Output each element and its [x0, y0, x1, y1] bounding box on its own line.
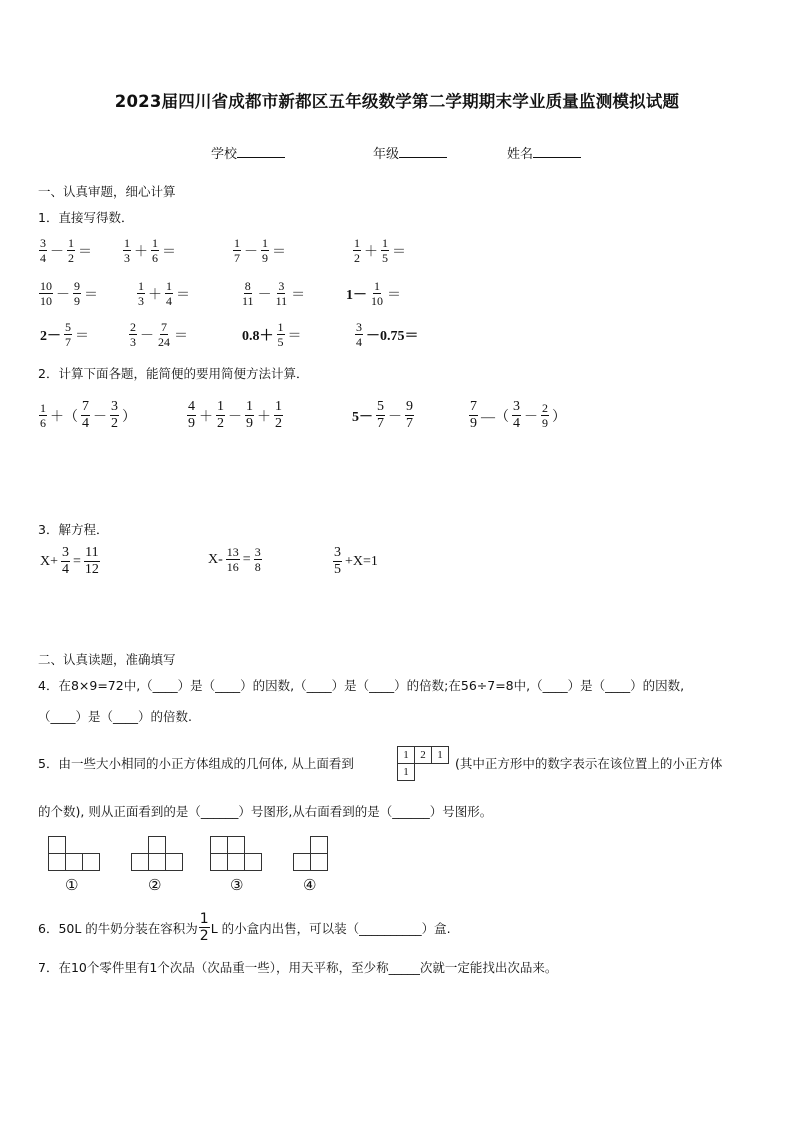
- fraction: $\frac{4}{9}$: [188, 399, 195, 431]
- fraction: $\frac{1}{2}$: [217, 399, 224, 431]
- fraction: $\frac{3}{2}$: [111, 399, 118, 431]
- calc-item: $\frac{1}{7}$ － $\frac{1}{9}$ ＝: [234, 236, 286, 265]
- calc-item: $\frac{7}{9}$ —（ $\frac{3}{4}$ － $\frac{2}{9}$ ）: [470, 399, 566, 431]
- fraction: $\frac{3}{8}$: [254, 545, 261, 574]
- fraction: $\frac{3}{4}$: [62, 545, 70, 577]
- figure-label-4: ④: [303, 876, 317, 894]
- equation-item: X- $\frac{13}{16}$ = $\frac{3}{8}$: [208, 545, 261, 574]
- figure-label-3: ③: [230, 876, 244, 894]
- question-3-label: 3．解方程．: [38, 522, 109, 537]
- fraction: $\frac{1}{5}$: [382, 236, 388, 265]
- question-1-label: 1．直接写得数．: [38, 210, 134, 225]
- fraction: $\frac{3}{4}$: [513, 399, 520, 431]
- question-5-part-1: 5．由一些大小相同的小正方体组成的几何体, 从上面看到: [38, 756, 354, 771]
- fraction: $\frac{2}{3}$: [130, 320, 136, 349]
- fraction: $\frac{7}{9}$: [470, 399, 477, 431]
- figure-label-2: ②: [148, 876, 162, 894]
- question-2-label: 2．计算下面各题，能简便的要用简便方法计算．: [38, 366, 309, 381]
- fraction: $\frac{3}{4}$: [356, 320, 362, 349]
- fraction: $\frac{3}{11}$: [275, 279, 288, 308]
- equation-item: X+ $\frac{3}{4}$ = $\frac{11}{12}$: [40, 545, 99, 577]
- fraction: $\frac{1}{6}$: [152, 236, 158, 265]
- section-1-heading: 一、认真审题，细心计算: [38, 184, 176, 199]
- fraction: $\frac{1}{7}$: [234, 236, 240, 265]
- fraction: $\frac{1}{2}$: [354, 236, 360, 265]
- top-view-cell: 1: [397, 763, 415, 781]
- fraction: $\frac{1}{3}$: [124, 236, 130, 265]
- fraction: $\frac{1}{9}$: [246, 399, 253, 431]
- question-7: 7．在10个零件里有1个次品（次品重一些），用天平称，至少称_____次就一定能找出次品来。: [38, 960, 558, 975]
- calc-item: $\frac{8}{11}$ － $\frac{3}{11}$ ＝: [242, 279, 306, 308]
- name-field[interactable]: 姓名: [507, 143, 581, 162]
- fraction: $\frac{1}{2}$: [199, 911, 209, 944]
- fraction: $\frac{1}{9}$: [262, 236, 268, 265]
- top-view-cell: 1: [431, 746, 449, 764]
- calc-item: $\frac{3}{4}$ －0.75＝: [356, 320, 419, 349]
- school-field[interactable]: 学校: [211, 143, 285, 162]
- calc-item: $\frac{1}{2}$ ＋ $\frac{1}{5}$ ＝: [354, 236, 406, 265]
- fraction: $\frac{8}{11}$: [242, 279, 254, 308]
- fraction: $\frac{13}{16}$: [226, 545, 239, 574]
- equation-item: $\frac{3}{5}$ +X=1: [334, 545, 378, 577]
- fraction: $\frac{1}{10}$: [371, 279, 383, 308]
- calc-item: 2－ $\frac{5}{7}$ ＝: [40, 320, 89, 349]
- fraction: $\frac{5}{7}$: [377, 399, 384, 431]
- calc-item: $\frac{10}{10}$ － $\frac{9}{9}$ ＝: [40, 279, 98, 308]
- fraction: $\frac{11}{12}$: [84, 545, 99, 577]
- fraction: $\frac{1}{4}$: [166, 279, 172, 308]
- section-2-heading: 二、认真读题，准确填写: [38, 652, 176, 667]
- calc-item: 0.8＋ $\frac{1}{5}$ ＝: [242, 320, 302, 349]
- top-view-cell: 1: [397, 746, 415, 764]
- fraction: $\frac{7}{4}$: [82, 399, 89, 431]
- calc-item: $\frac{1}{3}$ ＋ $\frac{1}{4}$ ＝: [138, 279, 190, 308]
- calc-item: $\frac{3}{4}$ － $\frac{1}{2}$ ＝: [40, 236, 92, 265]
- question-6: 6．50L 的牛奶分装在容积为 $\frac{1}{2}$ L 的小盒内出售，可以装（__________）盒.: [38, 911, 451, 944]
- calc-item: 5－ $\frac{5}{7}$ － $\frac{9}{7}$: [352, 399, 413, 431]
- fraction: $\frac{2}{9}$: [542, 401, 548, 430]
- fraction: $\frac{10}{10}$: [40, 279, 52, 308]
- grade-field[interactable]: 年级: [373, 143, 447, 162]
- calc-item: $\frac{1}{3}$ ＋ $\frac{1}{6}$ ＝: [124, 236, 176, 265]
- fraction: $\frac{9}{7}$: [406, 399, 413, 431]
- top-view-grid: [397, 746, 451, 782]
- fraction: $\frac{3}{4}$: [40, 236, 46, 265]
- fraction: $\frac{1}{5}$: [277, 320, 284, 349]
- calc-item: $\frac{2}{3}$ － $\frac{7}{24}$ ＝: [130, 320, 188, 349]
- fraction: $\frac{1}{2}$: [275, 399, 282, 431]
- calc-item: $\frac{4}{9}$ ＋ $\frac{1}{2}$ － $\frac{1}{9}$ ＋ $\frac{1}{2}$: [188, 399, 282, 431]
- question-5-line-2: 的个数), 则从正面看到的是（______）号图形,从右面看到的是（______）号图形。: [38, 804, 493, 819]
- question-5-part-2: (其中正方形中的数字表示在该位置上的小正方体: [455, 756, 723, 771]
- fraction: $\frac{5}{7}$: [65, 320, 71, 349]
- top-view-cell: 2: [414, 746, 432, 764]
- fraction: $\frac{9}{9}$: [74, 279, 80, 308]
- fraction: $\frac{3}{5}$: [334, 545, 341, 577]
- question-4-line-1: 4．在8×9=72中,（____）是（____）的因数,（____）是（____）的倍数;在56÷7=8中,（____）是（____）的因数,: [38, 678, 685, 693]
- question-4-line-2: （____）是（____）的倍数.: [38, 709, 192, 724]
- calc-item: $\frac{1}{6}$ ＋（ $\frac{7}{4}$ － $\frac{3}{2}$ ）: [40, 399, 136, 431]
- fraction: $\frac{1}{3}$: [138, 279, 144, 308]
- question-5-figures: [40, 836, 330, 898]
- fraction: $\frac{7}{24}$: [158, 320, 170, 349]
- fraction: $\frac{1}{6}$: [40, 401, 46, 430]
- figure-label-1: ①: [65, 876, 79, 894]
- calc-item: 1－ $\frac{1}{10}$ ＝: [346, 279, 401, 308]
- page-title: 2023届四川省成都市新都区五年级数学第二学期期末学业质量监测模拟试题: [114, 92, 680, 111]
- fraction: $\frac{1}{2}$: [68, 236, 74, 265]
